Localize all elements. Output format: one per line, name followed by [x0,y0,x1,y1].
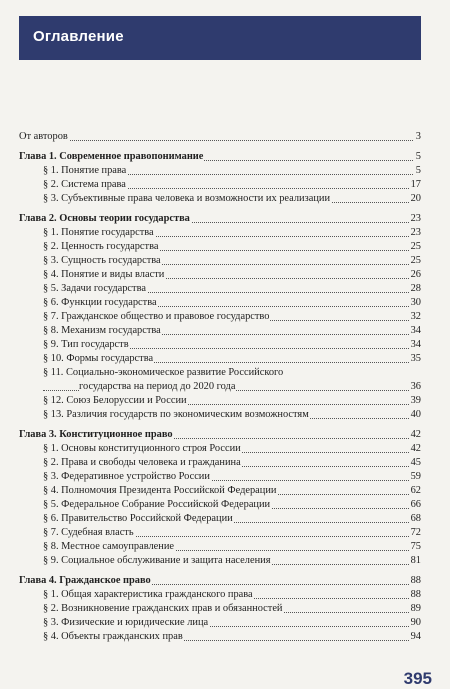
toc-section [19,602,421,616]
toc-section [19,630,421,644]
toc-section-label: § 9. Социальное обслуживание и защита населения [43,555,271,566]
toc-section-page: 39 [410,395,421,406]
toc-section [19,254,421,268]
toc-section-page: 20 [410,193,421,204]
toc-section [19,470,421,484]
page-number: 395 [403,669,432,688]
toc-chapter-label: Глава 2. Основы теории государства [19,213,190,224]
toc-section-page: 17 [410,179,421,190]
toc-section [19,442,421,456]
toc-section [19,366,421,380]
header-bar [19,16,421,60]
toc-section [19,226,421,240]
toc-chapter [19,212,421,226]
toc-section [19,164,421,178]
toc-section [19,394,421,408]
toc-chapter-label: Глава 1. Современное правопонимание [19,151,204,162]
toc-section-page: 66 [410,499,421,510]
toc-section-label: § 4. Понятие и виды власти [43,269,165,280]
toc-intro [19,130,421,144]
toc-section-label: § 1. Понятие государства [43,227,154,238]
toc-section-label: § 4. Полномочия Президента Российской Федерации [43,485,277,496]
toc-section [19,554,421,568]
toc-section-page: 26 [410,269,421,280]
toc-section-continued-page: 36 [410,381,421,392]
toc-section-page: 40 [410,409,421,420]
toc-section-label: § 1. Понятие права [43,165,127,176]
toc-section-page: 23 [410,227,421,238]
toc-section [19,352,421,366]
toc-section-label: § 2. Ценность государства [43,241,159,252]
toc-section-label: § 2. Возникновение гражданских прав и обязанностей [43,603,283,614]
toc-section-page: 42 [410,443,421,454]
toc-section [19,296,421,310]
toc-section [19,240,421,254]
toc-chapter-label: Глава 4. Гражданское право [19,575,151,586]
toc-chapter [19,428,421,442]
toc-section-page: 25 [410,241,421,252]
toc-chapter-page: 88 [410,575,421,586]
toc-section-label: § 6. Функции государства [43,297,157,308]
toc-intro-page: 3 [415,131,421,142]
toc-section-page: 72 [410,527,421,538]
toc-section-page: 32 [410,311,421,322]
toc-section [19,512,421,526]
toc-section-page: 59 [410,471,421,482]
toc-section-label: § 5. Федеральное Собрание Российской Федерации [43,499,271,510]
toc-section-label: § 8. Механизм государства [43,325,161,336]
toc-section [19,282,421,296]
toc-section-label: § 12. Союз Белоруссии и России [43,395,187,406]
toc-section-label: § 11. Социально-экономическое развитие Российского [43,367,284,378]
toc-chapter-label: Глава 3. Конституционное право [19,429,173,440]
toc-section [19,338,421,352]
toc-section [19,324,421,338]
toc-section-page: 45 [410,457,421,468]
toc-section-page: 75 [410,541,421,552]
toc-section-label: § 3. Федеративное устройство России [43,471,210,482]
toc-section-page: 88 [410,589,421,600]
toc-section [19,484,421,498]
toc-section-page: 25 [410,255,421,266]
toc-chapter [19,574,421,588]
toc-section [19,456,421,470]
toc-section-label: § 4. Объекты гражданских прав [43,631,183,642]
toc-section-label: § 13. Различия государств по экономическим возможностям [43,409,309,420]
toc-section-label: § 8. Местное самоуправление [43,541,174,552]
toc-section [19,498,421,512]
toc-section [19,540,421,554]
toc-section [19,310,421,324]
toc-section [19,192,421,206]
toc-section-label: § 3. Физические и юридические лица [43,617,209,628]
toc-section-page: 28 [410,283,421,294]
toc-section-page: 30 [410,297,421,308]
toc-section [19,178,421,192]
toc-section [19,408,421,422]
toc-section-page: 90 [410,617,421,628]
toc-section-label: § 7. Гражданское общество и правовое государство [43,311,270,322]
toc-chapter [19,150,421,164]
toc-section-page: 34 [410,325,421,336]
toc-section [19,588,421,602]
toc-chapter-page: 5 [415,151,421,162]
toc-intro-label: От авторов [19,131,68,142]
toc-section-page: 62 [410,485,421,496]
toc-chapter-page: 23 [410,213,421,224]
toc-section [19,268,421,282]
toc-section-label: § 3. Сущность государства [43,255,161,266]
toc-section-continued-label: государства на период до 2020 года [79,381,236,392]
toc-section-label: § 3. Субъективные права человека и возможности их реализации [43,193,331,204]
toc-section-page: 68 [410,513,421,524]
toc-section-label: § 6. Правительство Российской Федерации [43,513,233,524]
toc-section-page: 81 [410,555,421,566]
toc-section-label: § 9. Тип государств [43,339,129,350]
toc-section-continued [19,380,421,394]
toc-section-label: § 7. Судебная власть [43,527,134,538]
toc-section-page: 5 [415,165,421,176]
toc-section [19,616,421,630]
table-of-contents [19,130,421,650]
toc-section [19,526,421,540]
toc-section-label: § 5. Задачи государства [43,283,146,294]
toc-section-page: 94 [410,631,421,642]
page-title: Оглавление [33,28,124,45]
toc-chapter-page: 42 [410,429,421,440]
toc-section-page: 35 [410,353,421,364]
toc-section-label: § 2. Права и свободы человека и гражданина [43,457,241,468]
toc-section-page: 34 [410,339,421,350]
toc-section-label: § 1. Общая характеристика гражданского права [43,589,253,600]
toc-section-label: § 10. Формы государства [43,353,154,364]
toc-section-label: § 1. Основы конституционного строя России [43,443,241,454]
toc-section-page: 89 [410,603,421,614]
dot-leader [19,140,421,141]
toc-section-label: § 2. Система права [43,179,126,190]
